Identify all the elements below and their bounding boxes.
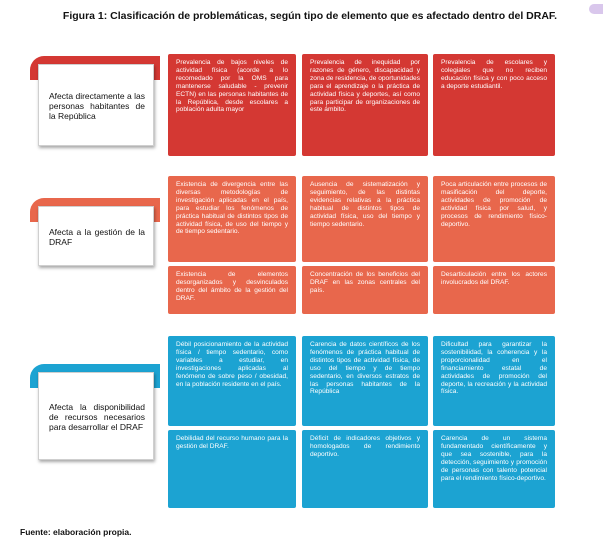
problem-cell: Poca articulación entre procesos de masificación del deporte, actividades de promoción de actividad física por salud, y procesos de rendimiento físico-deportivo. — [433, 176, 555, 262]
source-note: Fuente: elaboración propia. — [20, 527, 132, 537]
row-label-card — [38, 64, 154, 146]
problem-cell: Prevalencia de inequidad por razones de género, discapacidad y zona de residencia, de oportunidades para el aprendizaje o la práctica de actividad física y deportes, así como para participar de organizaciones de este ámbito. — [302, 54, 428, 156]
row-label-text: Afecta a la gestión de la DRAF — [49, 226, 145, 247]
row-label-card — [38, 372, 154, 460]
row-label-recursos — [30, 364, 154, 460]
row-label-text: Afecta directamente a las personas habitantes de la República — [49, 90, 145, 121]
problem-cell: Ausencia de sistematización y seguimiento, de las distintas evidencias relativas a la práctica habitual de distintos tipos de actividad física, uso del tiempo y tiempo sedentario. — [302, 176, 428, 262]
problem-cell: Débil posicionamiento de la actividad física / tiempo sedentario, como variables a estudiar, en investigaciones aplicadas al fenómeno de sobre peso / obesidad, en la población residente en el país. — [168, 336, 296, 426]
problem-cell: Dificultad para garantizar la sostenibilidad, la coherencia y la proporcionalidad en el financiamiento estatal de actividades de promoción del deporte, la recreación y la actividad física. — [433, 336, 555, 426]
problem-cell: Existencia de elementos desorganizados y desvinculados dentro del ámbito de la gestión del DRAF. — [168, 266, 296, 314]
problem-cell: Déficit de indicadores objetivos y homologados de rendimiento deportivo. — [302, 430, 428, 508]
row-label-gestion — [30, 198, 154, 266]
corner-tab-decoration — [589, 4, 603, 14]
row-label-text: Afecta la disponibilidad de recursos necesarios para desarrollar el DRAF — [49, 401, 145, 432]
problem-cell: Carencia de un sistema fundamentado científicamente y que sea sostenible, para la detección, seguimiento y promoción de personas con talento potencial para el rendimiento físico-deportivo. — [433, 430, 555, 508]
problem-cell: Desarticulación entre los actores involucrados del DRAF. — [433, 266, 555, 314]
problem-cell: Debilidad del recurso humano para la gestión del DRAF. — [168, 430, 296, 508]
problem-cell: Prevalencia de escolares y colegiales que no reciben educación física y con poco acceso a deporte estudiantil. — [433, 54, 555, 156]
problem-cell: Concentración de los beneficios del DRAF en las zonas centrales del país. — [302, 266, 428, 314]
row-label-personas — [30, 56, 154, 146]
problem-cell: Carencia de datos científicos de los fenómenos de práctica habitual de distintos tipos de actividad física, de uso del tiempo y de tiempo sedentario, en diversos estratos de las personas habitantes de la República — [302, 336, 428, 426]
problem-cell: Prevalencia de bajos niveles de actividad física (acorde a lo recomedado por la OMS para mantenerse saludable - prevenir ECTN) en las personas habitantes de la República, desde escolares a población adulta mayor — [168, 54, 296, 156]
figure-title: Figura 1: Clasificación de problemáticas, según tipo de elemento que es afectado dentro del DRAF. — [62, 10, 558, 22]
problem-cell: Existencia de divergencia entre las diversas metodologías de investigación aplicadas en el país, para estudiar los fenómenos de práctica habitual de distintos tipos de actividad física, de uso del tiempo y de tiempo sedentario. — [168, 176, 296, 262]
row-label-card — [38, 206, 154, 266]
